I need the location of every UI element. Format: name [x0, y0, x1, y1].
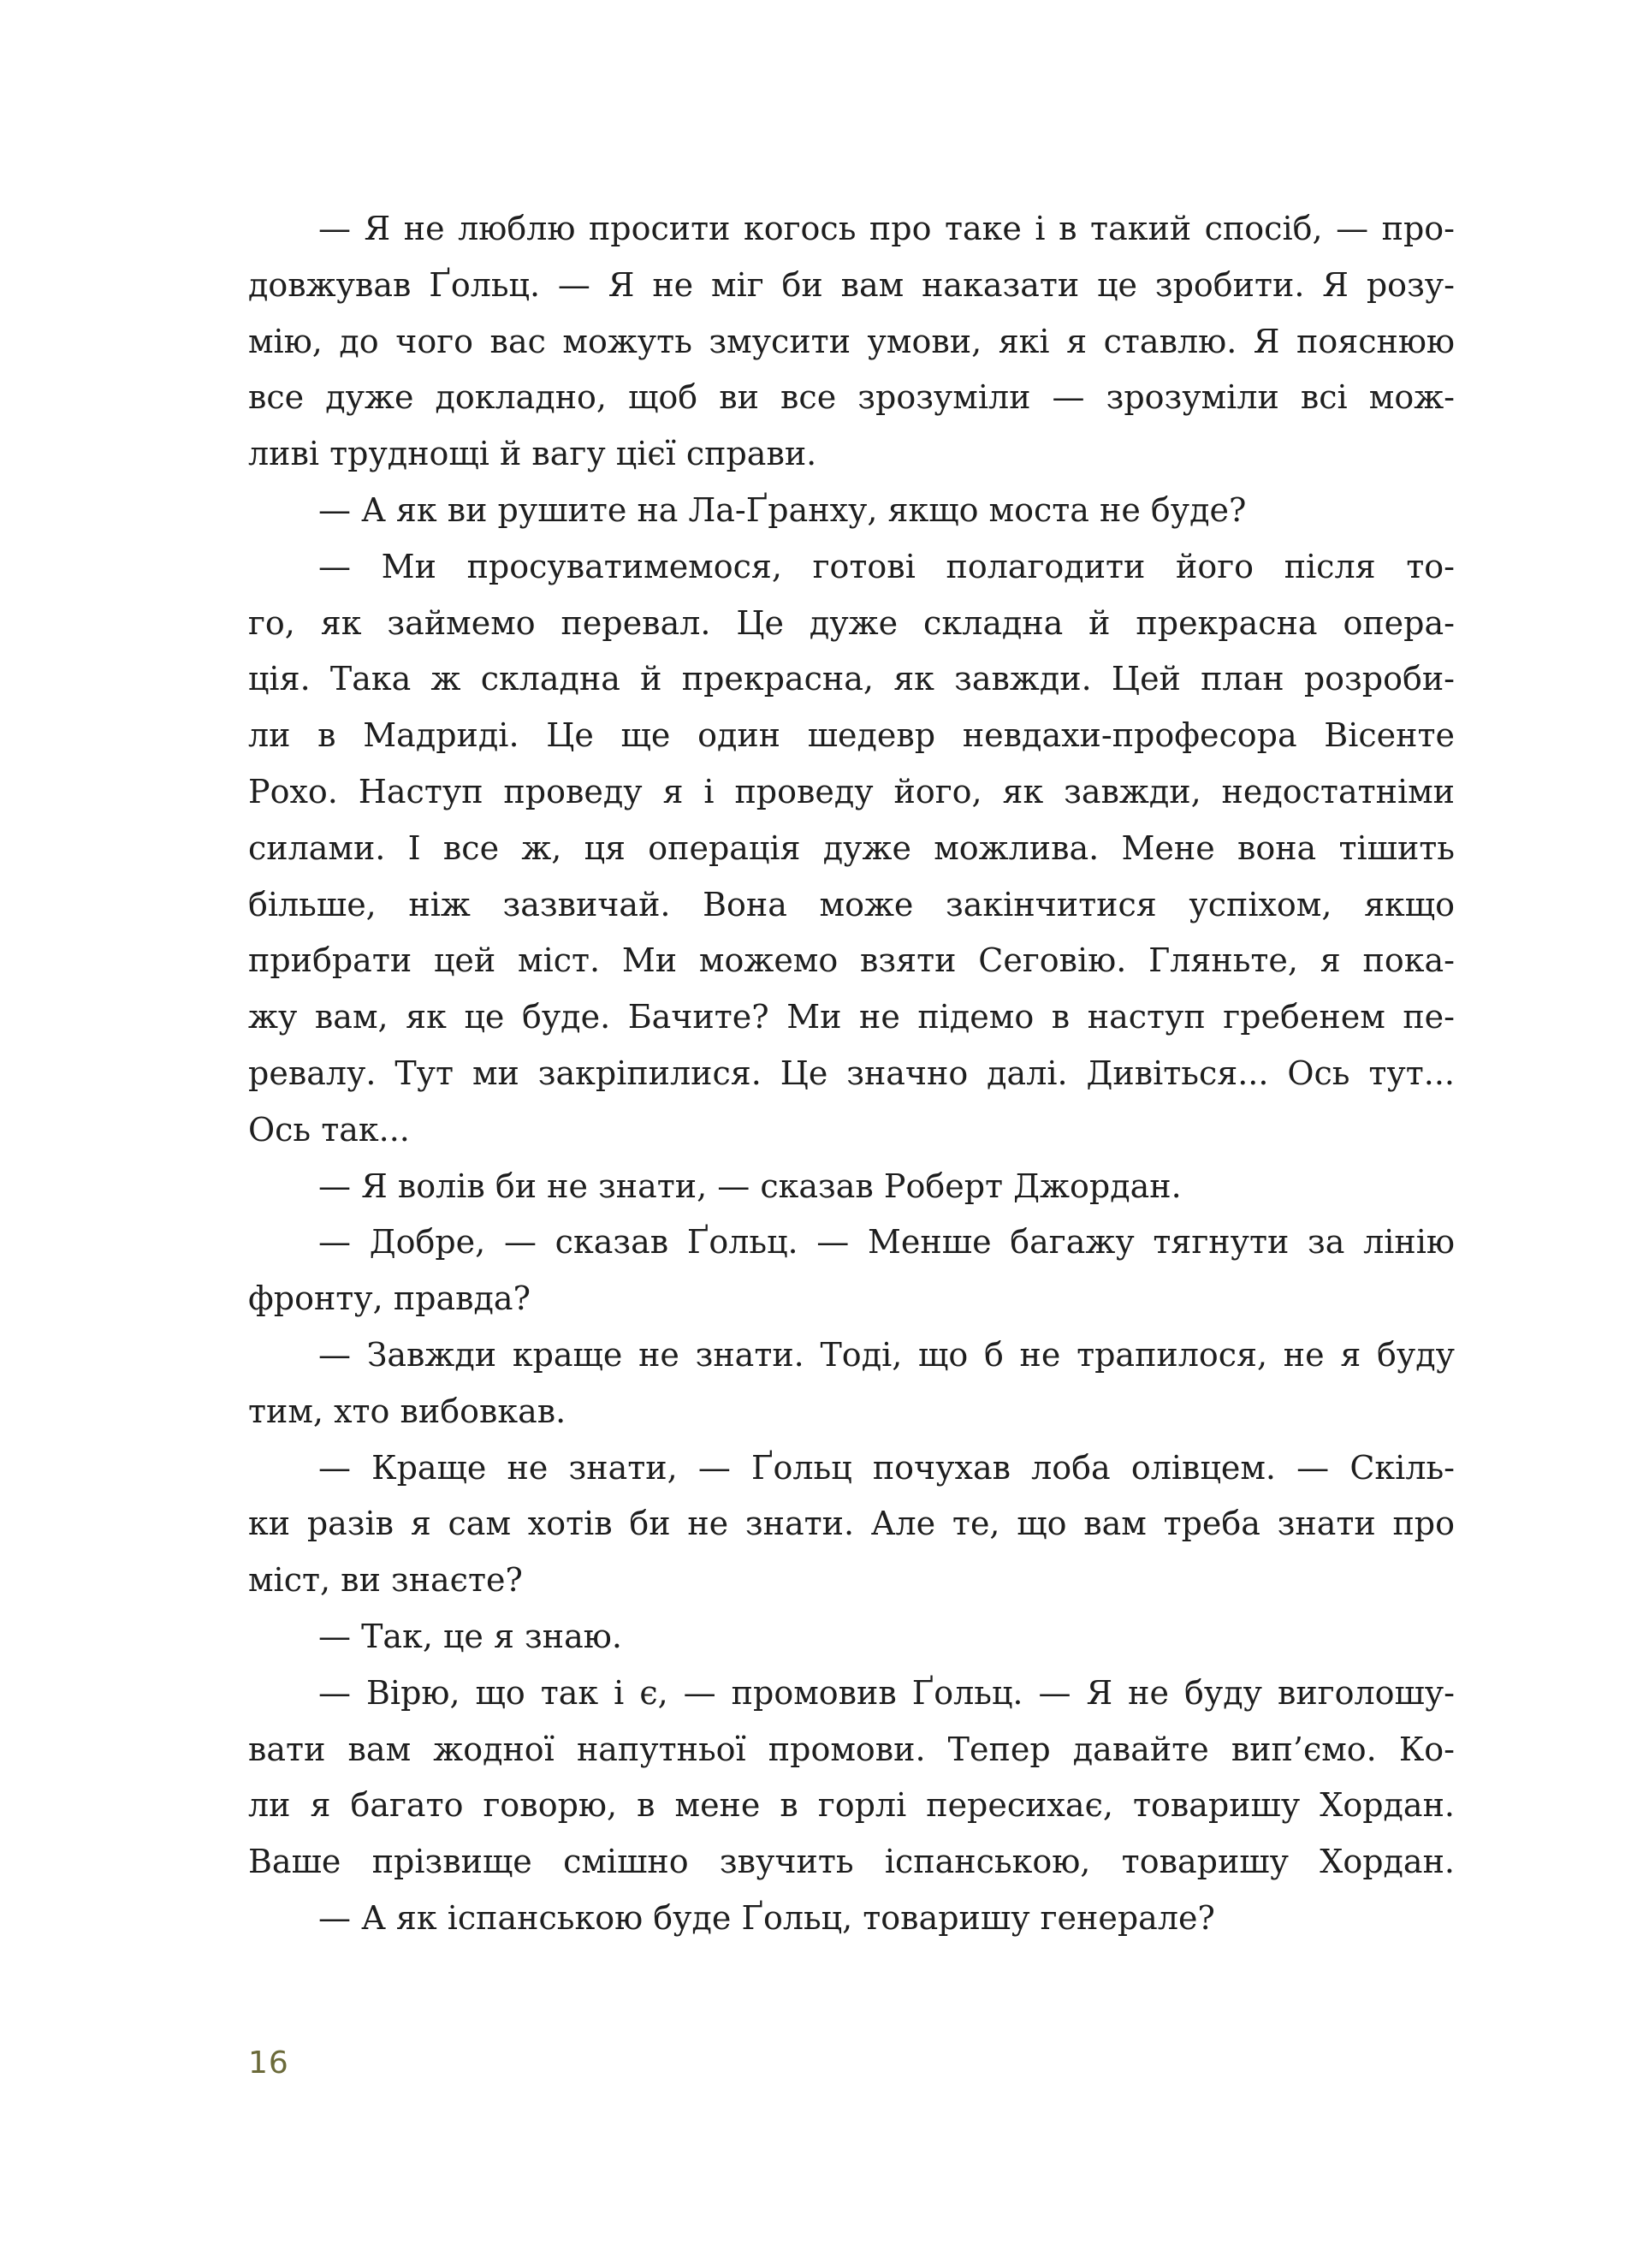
text-line: прибрати цей міст. Ми можемо взяти Сеговію. Гляньте, я пока-	[248, 941, 1455, 980]
text-line: жу вам, як це буде. Бачите? Ми не підемо в наступ гребенем пе-	[248, 998, 1455, 1036]
text-line: довжував Ґольц. — Я не міг би вам наказати це зробити. Я розу-	[248, 265, 1455, 304]
text-line: — Краще не знати, — Ґольц почухав лоба олівцем. — Скіль-	[318, 1448, 1455, 1487]
text-line: Ось так...	[248, 1110, 410, 1149]
text-line: — Я волів би не знати, — сказав Роберт Джордан.	[318, 1167, 1182, 1205]
text-line: — Ми просуватимемося, готові полагодити його після то-	[318, 547, 1455, 585]
text-line: Ваше прізвище смішно звучить іспанською, товаришу Хордан.	[248, 1843, 1455, 1881]
text-line: міст, ви знаєте?	[248, 1561, 523, 1600]
text-line: мію, до чого вас можуть змусити умови, які я ставлю. Я пояснюю	[248, 322, 1455, 360]
text-line: Рохо. Наступ проведу я і проведу його, як завжди, недостатніми	[248, 772, 1455, 810]
page-number: 16	[248, 2045, 289, 2081]
body-text	[248, 201, 1455, 1947]
text-line: фронту, правда?	[248, 1279, 531, 1318]
text-line: — Я не люблю просити когось про таке і в такий спосіб, — про-	[318, 210, 1455, 247]
text-line: — А як ви рушите на Ла-Ґранху, якщо моста не буде?	[318, 490, 1247, 529]
text-line: все дуже докладно, щоб ви все зрозуміли — зрозуміли всі мож-	[248, 378, 1455, 417]
text-line: — Завжди краще не знати. Тоді, що б не трапилося, не я буду	[318, 1335, 1455, 1374]
text-line: силами. І все ж, ця операція дуже можлива. Мене вона тішить	[248, 828, 1455, 867]
text-line: — А як іспанською буде Ґольц, товаришу генерале?	[318, 1898, 1215, 1937]
text-line: тим, хто вибовкав.	[248, 1392, 566, 1430]
text-line: ревалу. Тут ми закріпилися. Це значно далі. Дивіться... Ось тут...	[248, 1054, 1455, 1092]
text-line: го, як займемо перевал. Це дуже складна й прекрасна опера-	[248, 603, 1455, 642]
text-line: вати вам жодної напутньої промови. Тепер давайте вип’ємо. Ко-	[248, 1730, 1455, 1768]
text-line: ливі труднощі й вагу цієї справи.	[248, 435, 817, 473]
text-line: — Добре, — сказав Ґольц. — Менше багажу тягнути за лінію	[318, 1223, 1455, 1262]
text-line: ки разів я сам хотів би не знати. Але те, що вам треба знати про	[248, 1505, 1455, 1543]
text-line: ли я багато говорю, в мене в горлі пересихає, товаришу Хордан.	[248, 1786, 1455, 1825]
text-line: ли в Мадриді. Це ще один шедевр невдахи-професора Вісенте	[248, 716, 1455, 755]
text-line: — Вірю, що так і є, — промовив Ґольц. — Я не буду виголошу-	[318, 1673, 1455, 1712]
text-line: більше, ніж зазвичай. Вона може закінчитися успіхом, якщо	[248, 885, 1455, 923]
text-line: — Так, це я знаю.	[318, 1617, 622, 1655]
text-line: ція. Така ж складна й прекрасна, як завжди. Цей план розроби-	[248, 660, 1455, 698]
